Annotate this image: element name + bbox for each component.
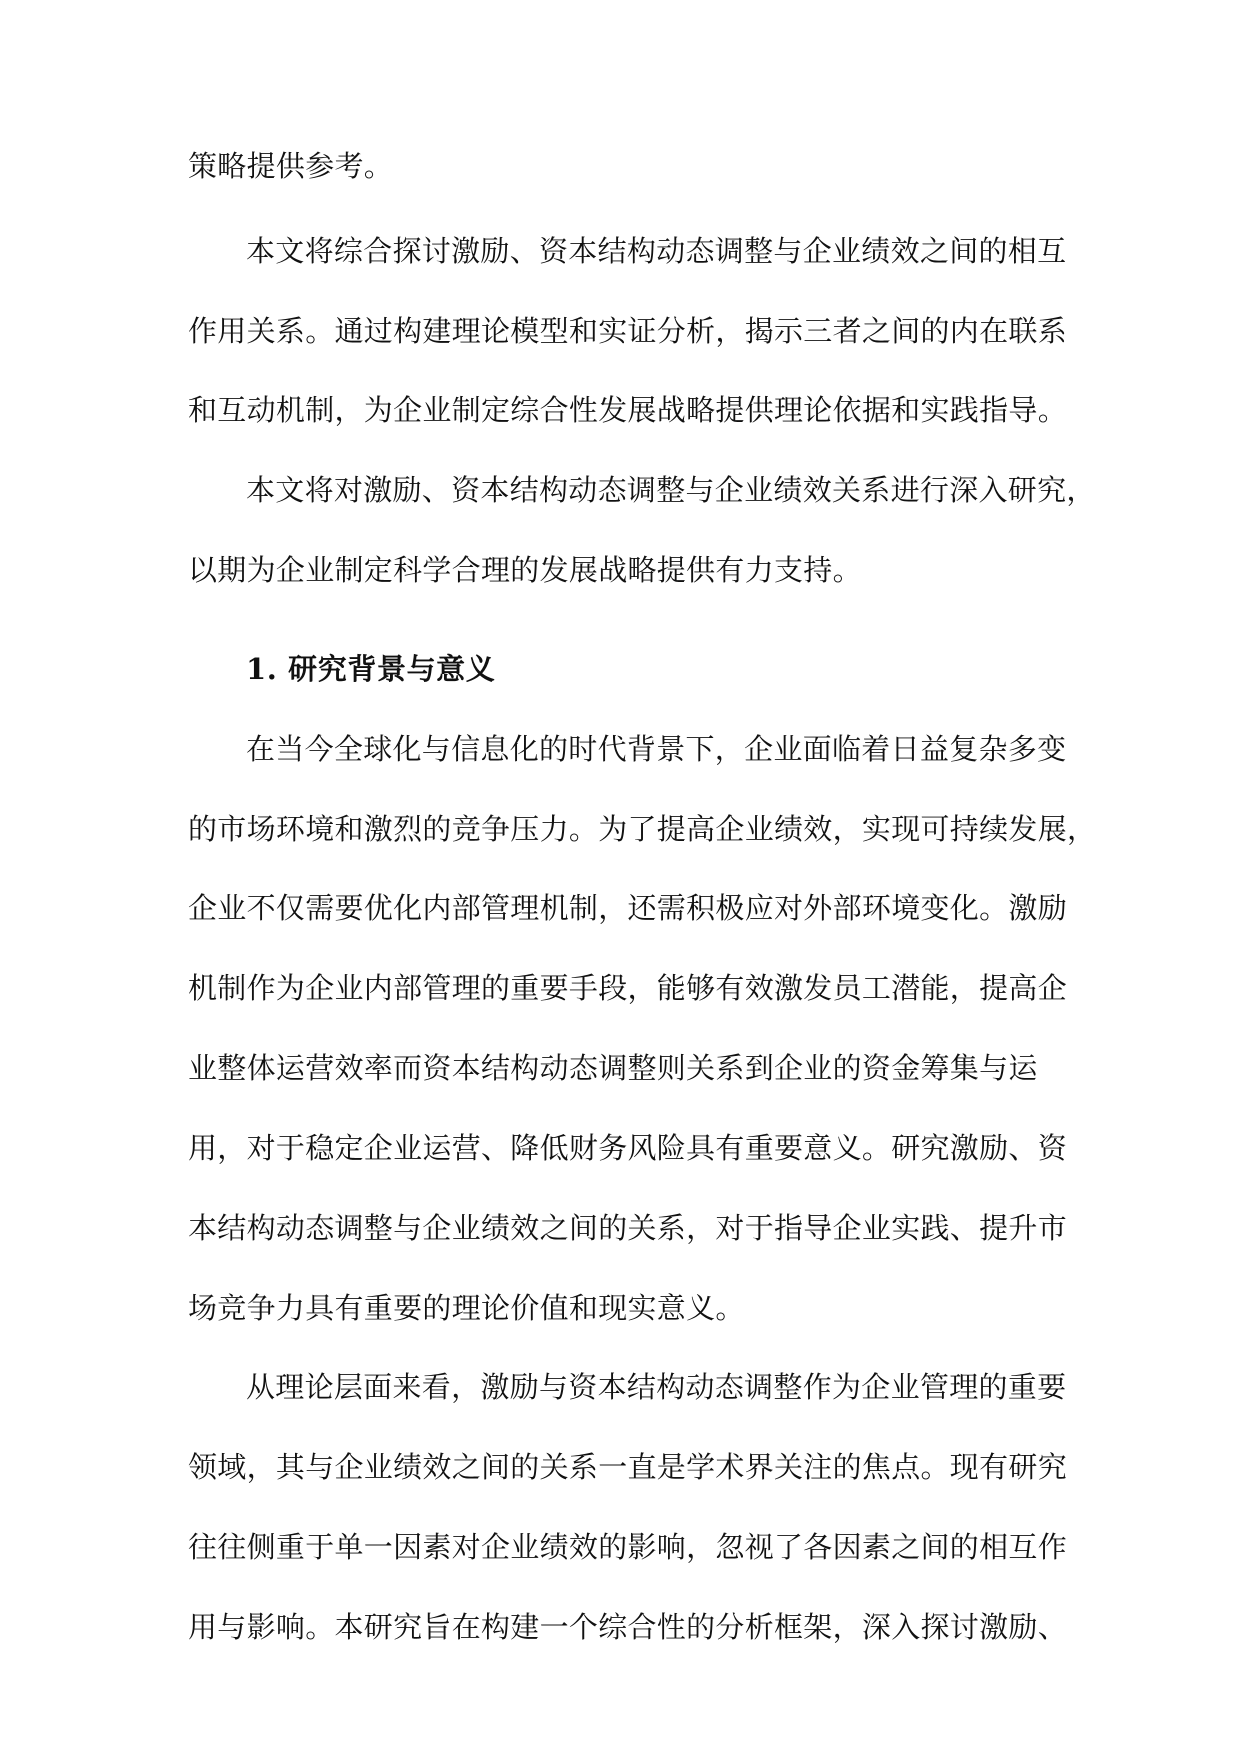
paragraph-line: 的市场环境和激烈的竞争压力。为了提高企业绩效，实现可持续发展， [188, 812, 1097, 846]
section-heading: 1. 研究背景与意义 [246, 652, 496, 686]
paragraph-line: 作用关系。通过构建理论模型和实证分析，揭示三者之间的内在联系 [188, 314, 1068, 348]
paragraph-line: 业整体运营效率而资本结构动态调整则关系到企业的资金筹集与运 [188, 1051, 1038, 1085]
paragraph-line: 在当今全球化与信息化的时代背景下，企业面临着日益复杂多变 [246, 732, 1067, 766]
paragraph-line: 领域，其与企业绩效之间的关系一直是学术界关注的焦点。现有研究 [188, 1450, 1068, 1484]
paragraph-line: 从理论层面来看，激励与资本结构动态调整作为企业管理的重要 [246, 1370, 1067, 1404]
paragraph-line: 以期为企业制定科学合理的发展战略提供有力支持。 [188, 553, 862, 587]
paragraph-line: 用，对于稳定企业运营、降低财务风险具有重要意义。研究激励、资 [188, 1131, 1068, 1165]
paragraph-line: 往往侧重于单一因素对企业绩效的影响，忽视了各因素之间的相互作 [188, 1530, 1068, 1564]
paragraph-line: 本结构动态调整与企业绩效之间的关系，对于指导企业实践、提升市 [188, 1211, 1068, 1245]
paragraph-line: 场竞争力具有重要的理论价值和现实意义。 [188, 1291, 745, 1325]
paragraph-line: 机制作为企业内部管理的重要手段，能够有效激发员工潜能，提高企 [188, 971, 1068, 1005]
paragraph-line: 本文将综合探讨激励、资本结构动态调整与企业绩效之间的相互 [246, 234, 1067, 268]
paragraph-line: 用与影响。本研究旨在构建一个综合性的分析框架，深入探讨激励、 [188, 1610, 1068, 1644]
paragraph-line: 和互动机制，为企业制定综合性发展战略提供理论依据和实践指导。 [188, 393, 1068, 427]
paragraph-line: 本文将对激励、资本结构动态调整与企业绩效关系进行深入研究， [246, 473, 1096, 507]
paragraph-line: 企业不仅需要优化内部管理机制，还需积极应对外部环境变化。激励 [188, 891, 1068, 925]
paragraph-line: 策略提供参考。 [188, 149, 394, 183]
